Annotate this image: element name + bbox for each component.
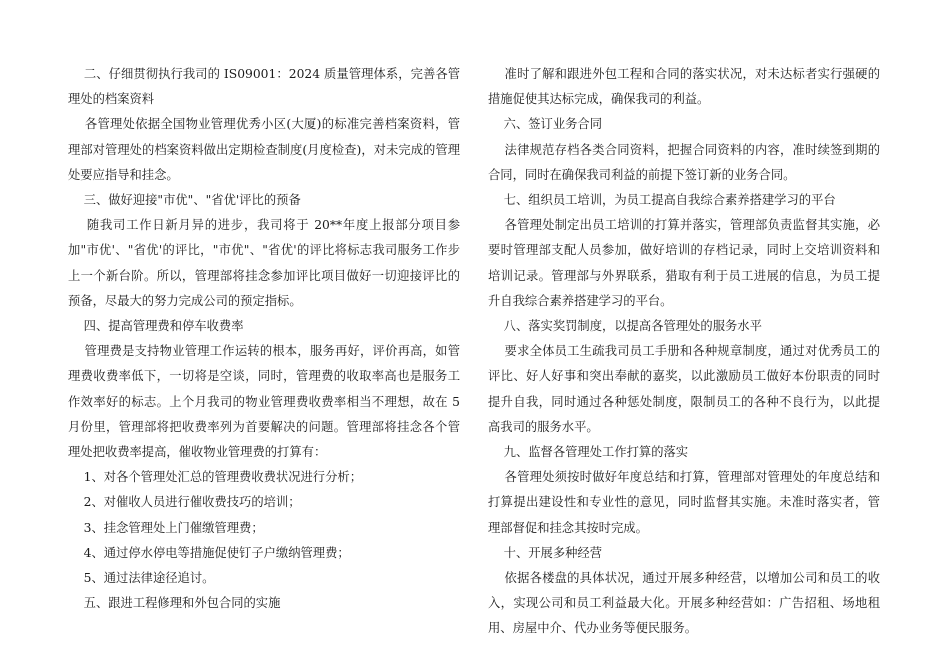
- heading-5: 五、跟进工程修理和外包合同的实施: [68, 596, 281, 611]
- right-column: [488, 62, 880, 642]
- paragraph: 法律规范存档各类合同资料，把握合同资料的内容，准时续签到期的合同，同时在确保我司利益的前提下签订新的业务合同。: [488, 142, 880, 182]
- left-column: [68, 62, 464, 616]
- heading-6: 六、签订业务合同: [488, 117, 603, 132]
- list-item: 1、对各个管理处汇总的管理费收费状况进行分析；: [68, 470, 362, 485]
- paragraph: 随我司工作日新月异的进步，我司将于 20**年度上报部分项目参加"市优'、"省优'的评比，"市优"、"省优'的评比将标志我司服务工作步上一个新台阶。所以，管理部将挂念参加评比项目做好一切迎接评比的预备，尽最大的努力完成公司的预定指标。: [68, 218, 461, 308]
- paragraph: 各管理处依据全国物业管理优秀小区(大厦)的标准完善档案资料，管理部对管理处的档案资料做出定期检查制度(月度检查)，对未完成的管理处要应指导和挂念。: [68, 117, 460, 182]
- paragraph: 准时了解和跟进外包工程和合同的落实状况，对未达标者实行强硬的措施促使其达标完成，确保我司的利益。: [488, 67, 880, 107]
- heading-7: 七、组织员工培训，为员工提高自我综合素养搭建学习的平台: [488, 193, 836, 208]
- paragraph: 管理费是支持物业管理工作运转的根本，服务再好，评价再高，如管理费收费率低下，一切将是空谈，同时，管理费的收取率高也是服务工作效率好的标志。上个月我司的物业管理费收费率相当不理想，故在 5 月份里，管理部将把收费率列为首要解决的问题。管理部将挂念各个管理处把收费率提高，催收物业管理费的打算有：: [68, 344, 464, 460]
- list-item: 3、挂念管理处上门催缴管理费；: [68, 520, 264, 535]
- heading-9: 九、监督各管理处工作打算的落实: [488, 445, 689, 460]
- list-item: 2、对催收人员进行催收费技巧的培训；: [68, 495, 301, 510]
- heading-10: 十、开展多种经营: [488, 545, 603, 560]
- list-item: 5、通过法律途径追讨。: [68, 571, 215, 586]
- heading-3: 三、做好迎接"市优"、"省优'评比的预备: [68, 193, 301, 208]
- paragraph: 各管理处制定出员工培训的打算并落实，管理部负责监督其实施，必要时管理部支配人员参加，做好培训的存档记录，同时上交培训资料和培训记录。管理部与外界联系，猎取有利于员工进展的信息，为员工提升自我综合素养搭建学习的平台。: [488, 218, 880, 308]
- heading-2: 二、仔细贯彻执行我司的 IS09001：2024 质量管理体系，完善各管理处的档案资料: [68, 67, 461, 107]
- paragraph: 依据各楼盘的具体状况，通过开展多种经营，以增加公司和员工的收入，实现公司和员工利益最大化。开展多种经营如：广告招租、场地租用、房屋中介、代办业务等便民服务。: [488, 571, 880, 636]
- heading-4: 四、提高管理费和停车收费率: [68, 319, 244, 334]
- heading-8: 八、落实奖罚制度，以提高各管理处的服务水平: [488, 319, 762, 334]
- paragraph: 要求全体员工生疏我司员工手册和各种规章制度，通过对优秀员工的评比、好人好事和突出奉献的嘉奖，以此激励员工做好本份职责的同时提升自我，同时通过各种惩处制度，限制员工的各种不良行为，以此提高我司的服务水平。: [488, 344, 880, 434]
- list-item: 4、通过停水停电等措施促使钉子户缴纳管理费；: [68, 545, 350, 560]
- paragraph: 各管理处须按时做好年度总结和打算，管理部对管理处的年度总结和打算提出建设性和专业性的意见，同时监督其实施。未准时落实者，管理部督促和挂念其按时完成。: [488, 470, 880, 535]
